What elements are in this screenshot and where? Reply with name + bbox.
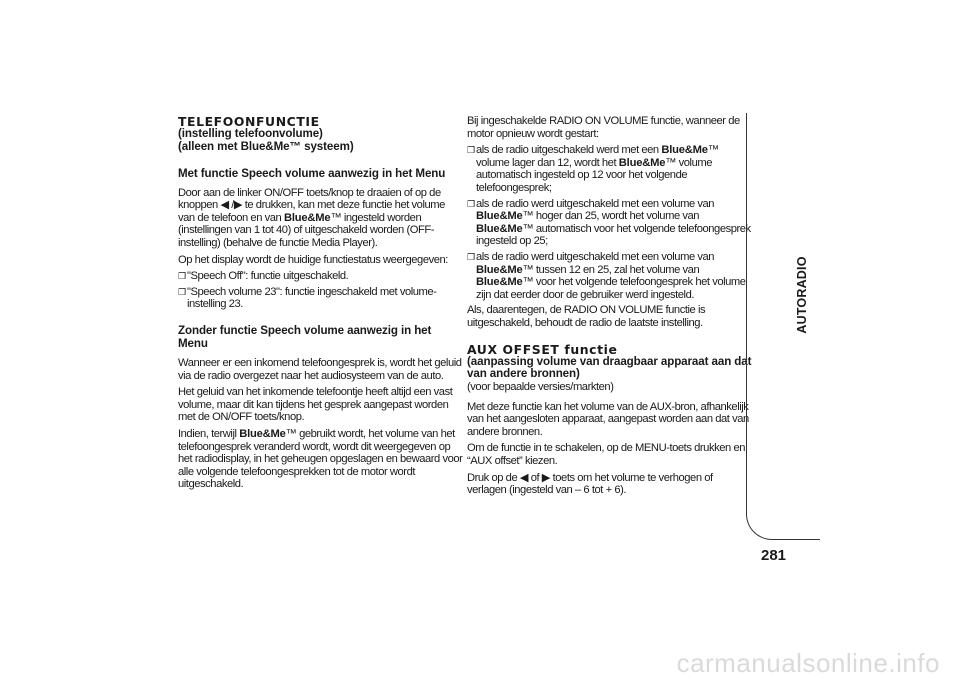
section-title-telefoonfunctie: TELEFOONFUNCTIE (178, 114, 320, 129)
paragraph: Als, daarentegen, de RADIO ON VOLUME functie is uitgeschakeld, behoudt de radio de laatste instelling. (467, 304, 706, 329)
list-item: ❒als de radio werd uitgeschakeld met een volume van Blue&Me™ tussen 12 en 25, zal het volume van Blue&Me™ voor het volgende telefoongesprek het volume zijn dat eerder door de gebruiker werd ingesteld. (467, 250, 746, 301)
page-number: 281 (761, 547, 787, 564)
list-item: ❒als de radio uitgeschakeld werd met een Blue&Me™ volume lager dan 12, wordt het Blue&Me™ volume automatisch ingesteld op 12 voor het volgende telefoongesprek; (467, 144, 719, 194)
heading-speech-volume-absent: Zonder functie Speech volume aanwezig in het Menu (178, 323, 432, 350)
paragraph: Om de functie in te schakelen, op de MENU-toets drukken en “AUX offset” kiezen. (467, 442, 745, 468)
arrow-right-icon: ▶ (541, 471, 550, 484)
paragraph: Bij ingeschakelde RADIO ON VOLUME functie, wanneer de motor opnieuw wordt gestart: (467, 115, 740, 140)
checkbox-bullet-icon: ❒ (467, 145, 475, 156)
heading-speech-volume-present: Met functie Speech volume aanwezig in het Menu (178, 166, 446, 180)
arrow-left-icon: ◀ (519, 471, 529, 484)
brand-name: Blue&Me (661, 144, 708, 157)
paragraph: Het geluid van het inkomende telefoontje heeft altijd een vast volume, maar dit kan tijdens het gesprek aangepast worden met de ON/OFF toets/knop. (178, 386, 453, 424)
watermark: carmanualsonline.info (676, 648, 940, 678)
paragraph: Druk op de ◀ of ▶ toets om het volume te verhogen of verlagen (ingesteld van – 6 tot + 6). (467, 471, 713, 497)
checkbox-bullet-icon: ❒ (178, 286, 186, 297)
brand-name: Blue&Me (476, 276, 523, 289)
checkbox-bullet-icon: ❒ (467, 198, 475, 209)
brand-name: Blue&Me (283, 211, 331, 224)
brand-name: Blue&Me (476, 263, 523, 276)
list-item: ❒"Speech volume 23": functie ingeschakeld met volume-instelling 23. (178, 285, 437, 311)
section-subtitle-2: (alleen met Blue&Me™ systeem) (178, 139, 354, 153)
section-subtitle-1: (instelling telefoonvolume) (178, 127, 323, 140)
brand-name: Blue&Me (476, 222, 523, 235)
section-subtitle: (aanpassing volume van draagbaar apparaat aan dat van andere bronnen) (467, 354, 752, 381)
brand-name: Blue&Me (618, 156, 666, 169)
paragraph: Door aan de linker ON/OFF toets/knop te draaien of op de knoppen ◀ /▶ te drukken, kan met deze functie het volume van de telefoon en van Blue&Me™ ingesteld worden (instellingen van 1 tot 40) of uitgeschakeld worden (OFF-instelling) (behalve de functie Media Player). (178, 186, 445, 249)
version-note: (voor bepaalde versies/markten) (467, 381, 614, 394)
checkbox-bullet-icon: ❒ (467, 251, 475, 262)
side-tab-label: AUTORADIO (795, 256, 809, 334)
left-column (178, 115, 463, 495)
section-title-aux-offset: AUX OFFSET functie (467, 341, 618, 357)
list-item: ❒als de radio werd uitgeschakeld met een volume van Blue&Me™ hoger dan 25, wordt het volume van Blue&Me™ automatisch voor het volgende telefoongesprek ingesteld op 25; (467, 197, 751, 248)
paragraph: Met deze functie kan het volume van de AUX-bron, afhankelijk van het aangesloten apparaat, aangepast worden aan dat van andere bronnen. (467, 400, 749, 438)
arrow-left-right-icon: ◀ /▶ (220, 199, 243, 212)
checkbox-bullet-icon: ❒ (178, 271, 186, 282)
list-item: ❒"Speech Off": functie uitgeschakeld. (178, 270, 349, 283)
brand-name: Blue&Me (239, 427, 286, 440)
paragraph: Op het display wordt de huidige functiestatus weergegeven: (178, 253, 448, 266)
paragraph: Wanneer er een inkomend telefoongesprek is, wordt het geluid via de radio overgezet naar het audiosysteem van de auto. (178, 356, 462, 382)
brand-name: Blue&Me (476, 210, 523, 223)
right-column (467, 115, 752, 501)
paragraph: Indien, terwijl Blue&Me™ gebruikt wordt, het volume van het telefoongesprek veranderd wordt, wordt dit weergegeven op het radiodisplay, in het geheugen opgeslagen en bewaard voor alle volgende telefoongesprekken tot de motor wordt uitgeschakeld. (178, 427, 463, 491)
